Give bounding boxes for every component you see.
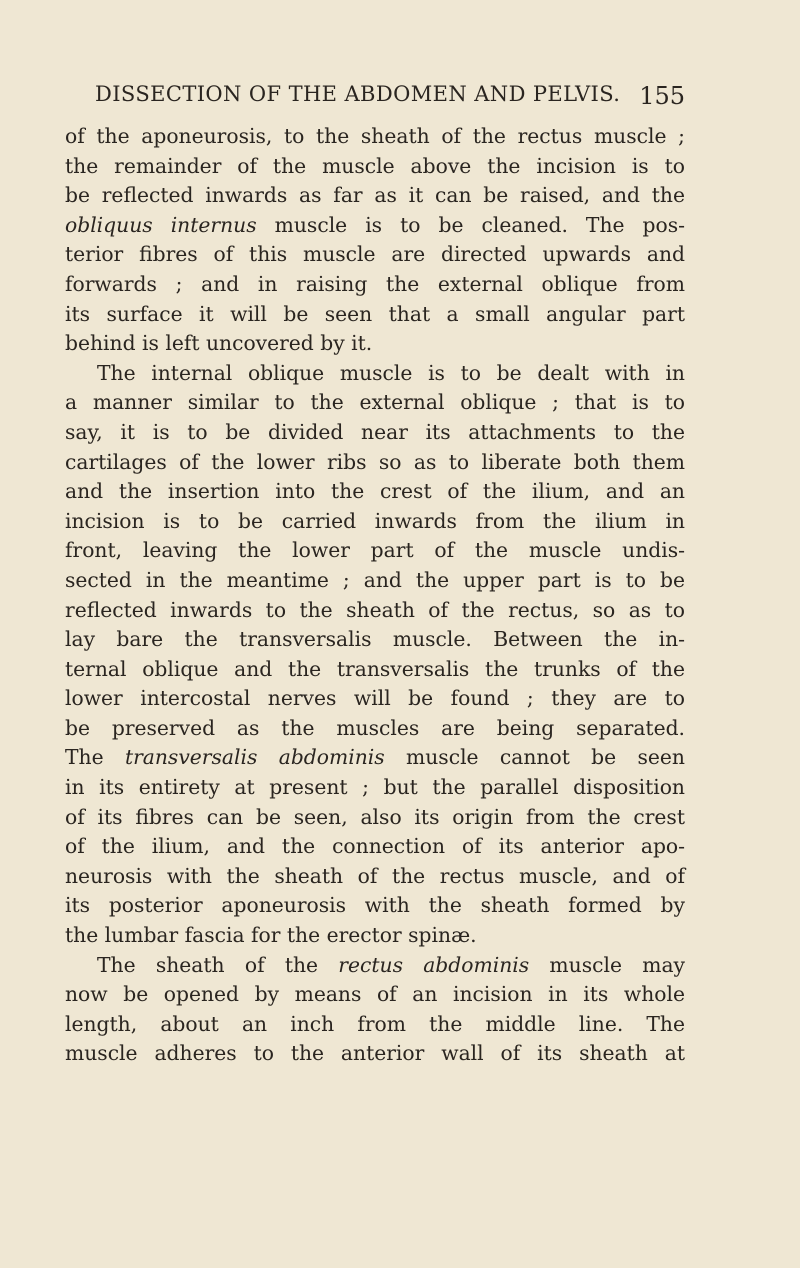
text-line: [65, 980, 685, 1010]
text-run: the lumbar fascia for the erector spinæ.: [65, 923, 477, 948]
text-line: [65, 773, 685, 803]
text-run: in its entirety at present ; but the parallel disposition: [65, 775, 685, 800]
text-run: of the ilium, and the connection of its anterior apo-: [65, 834, 685, 859]
text-run: reflected inwards to the sheath of the rectus, so as to: [65, 597, 685, 622]
text-line: [65, 596, 685, 626]
text-run: lower intercostal nerves will be found ; they are to: [65, 686, 685, 711]
page-header: [95, 82, 685, 116]
text-run: terior fibres of this muscle are directed upwards and: [65, 242, 685, 267]
text-run: neurosis with the sheath of the rectus muscle, and of: [65, 863, 685, 888]
text-run: forwards ; and in raising the external oblique from: [65, 271, 685, 296]
text-line: [65, 684, 685, 714]
text-line: [65, 803, 685, 833]
text-line: [65, 122, 685, 152]
italic-term: rectus abdominis: [338, 952, 530, 977]
text-run: its posterior aponeurosis with the sheath formed by: [65, 893, 685, 918]
text-run: say, it is to be divided near its attachments to the: [65, 419, 685, 444]
text-line: [65, 359, 685, 389]
text-run: its surface it will be seen that a small angular part: [65, 301, 685, 326]
text-run: muscle may: [529, 952, 685, 977]
text-line: [65, 152, 685, 182]
text-line: [65, 300, 685, 330]
text-run: of its fibres can be seen, also its origin from the crest: [65, 804, 685, 829]
body-text: [65, 122, 685, 1069]
text-run: sected in the meantime ; and the upper part is to be: [65, 567, 685, 592]
text-run: lay bare the transversalis muscle. Between the in-: [65, 627, 685, 652]
text-line: [65, 270, 685, 300]
text-run: the remainder of the muscle above the incision is to: [65, 153, 685, 178]
text-line: [65, 832, 685, 862]
text-line: [65, 477, 685, 507]
text-run: The sheath of the: [97, 952, 339, 977]
text-line: [65, 1010, 685, 1040]
text-run: The internal oblique muscle is to be dealt with in: [97, 360, 685, 385]
text-line: [65, 743, 685, 773]
italic-term: obliquus internus: [65, 212, 257, 237]
text-run: front, leaving the lower part of the muscle undis-: [65, 538, 685, 563]
text-line: [65, 418, 685, 448]
text-run: be preserved as the muscles are being separated.: [65, 715, 685, 740]
text-line: [65, 211, 685, 241]
text-run: cartilages of the lower ribs so as to liberate both them: [65, 449, 685, 474]
text-run: muscle adheres to the anterior wall of its sheath at: [65, 1041, 685, 1066]
text-line: [65, 625, 685, 655]
text-line: [65, 714, 685, 744]
text-run: incision is to be carried inwards from the ilium in: [65, 508, 685, 533]
running-head: DISSECTION OF THE ABDOMEN AND PELVIS.: [95, 82, 621, 106]
text-run: a manner similar to the external oblique ; that is to: [65, 390, 685, 415]
text-run: and the insertion into the crest of the ilium, and an: [65, 479, 685, 504]
page-number: 155: [639, 82, 685, 110]
text-line: [65, 507, 685, 537]
text-run: be reflected inwards as far as it can be raised, and the: [65, 183, 685, 208]
text-run: ternal oblique and the transversalis the trunks of the: [65, 656, 685, 681]
text-line: [65, 566, 685, 596]
text-run: of the aponeurosis, to the sheath of the rectus muscle ;: [65, 124, 685, 148]
text-run: length, about an inch from the middle line. The: [65, 1011, 685, 1036]
italic-term: transversalis abdominis: [124, 745, 385, 770]
text-run: The: [65, 745, 125, 770]
text-line: [65, 862, 685, 892]
text-line: [65, 921, 685, 951]
text-run: muscle cannot be seen: [384, 745, 685, 770]
text-line: [65, 1039, 685, 1069]
text-run: muscle is to be cleaned. The pos-: [256, 212, 685, 237]
text-line: [65, 329, 685, 359]
text-line: [65, 536, 685, 566]
text-run: now be opened by means of an incision in its whole: [65, 982, 685, 1007]
text-run: behind is left uncovered by it.: [65, 331, 373, 356]
text-line: [65, 448, 685, 478]
text-line: [65, 891, 685, 921]
text-line: [65, 240, 685, 270]
text-line: [65, 655, 685, 685]
text-line: [65, 951, 685, 981]
text-line: [65, 181, 685, 211]
text-line: [65, 388, 685, 418]
